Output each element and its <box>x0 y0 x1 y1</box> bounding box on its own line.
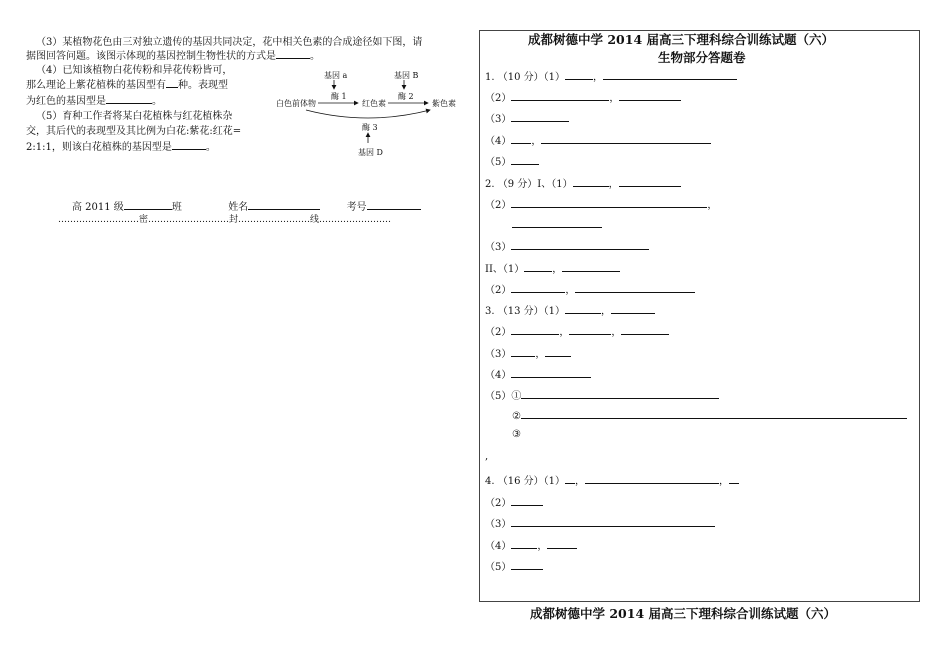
q4-line1: （4）已知该植物白花传粉和异花传粉皆可， <box>36 65 233 76</box>
enzyme3-label: 酶 3 <box>362 123 378 132</box>
answer-blank[interactable] <box>521 408 907 419</box>
name-field[interactable] <box>248 199 320 210</box>
q3-row5c: ③ <box>512 429 521 440</box>
q2-row2: （2） ， <box>485 196 717 211</box>
answer-blank[interactable] <box>511 559 543 570</box>
q3-row5: （5）① <box>485 387 719 402</box>
answer-blank[interactable] <box>521 388 719 399</box>
gene-a-label: 基因 a <box>324 71 348 80</box>
q3-row1: 3. （13 分）（1） ， <box>485 302 655 317</box>
answer-blank[interactable] <box>511 367 591 378</box>
name-label: 姓名 <box>228 202 249 213</box>
q3-row5b: ② <box>512 408 907 422</box>
q3-line1: （3）某植物花色由三对独立遗传的基因共同决定，花中相关色素的合成途径如下图，请 <box>36 37 423 48</box>
q1-row1: 1. （10 分）（1） ， <box>485 68 737 83</box>
enzyme2-label: 酶 2 <box>398 92 414 101</box>
answer-blank[interactable] <box>621 324 669 335</box>
q2-row2b <box>512 217 602 231</box>
seal-line: ………………………密………………………封……………………线…………………… <box>58 215 392 225</box>
q1-row5: （5） <box>485 153 539 168</box>
q2-row1: 2. （9 分）I、（1） ， <box>485 175 681 190</box>
q3-row2: （2） ， ， <box>485 323 669 338</box>
answer-blank[interactable] <box>511 282 565 293</box>
answer-blank[interactable] <box>545 346 571 357</box>
answer-blank[interactable] <box>547 538 577 549</box>
q4-row3: （3） <box>485 515 715 530</box>
enzyme1-label: 酶 1 <box>331 92 347 101</box>
q5-line1: （5）育种工作者将某白花植株与红花植株杂 <box>36 111 233 122</box>
answer-blank[interactable] <box>511 239 649 250</box>
q4-row2: （2） <box>485 494 543 509</box>
q1-row2: （2） ， <box>485 89 681 104</box>
exam-no-label: 考号 <box>346 202 367 213</box>
answer-blank[interactable] <box>729 473 739 484</box>
student-info-row <box>72 198 421 213</box>
q3-line2: 据图回答问题。该图示体现的基因控制生物性状的方式是 。 <box>26 47 320 62</box>
answer-blank[interactable] <box>276 48 310 59</box>
pathway-arrows <box>270 64 470 164</box>
grade-label: 高 2011 级 <box>72 202 124 213</box>
answer-blank[interactable] <box>524 261 552 272</box>
answer-blank[interactable] <box>619 176 681 187</box>
answer-blank[interactable] <box>511 111 569 122</box>
answer-blank[interactable] <box>575 282 695 293</box>
answer-blank[interactable] <box>565 473 575 484</box>
q1-row3: （3） <box>485 110 569 125</box>
stray-comma: , <box>485 451 489 462</box>
q4-row1: 4. （16 分）（1） ， ， <box>485 472 739 487</box>
answer-blank[interactable] <box>511 538 537 549</box>
q4-row4: （4） ， <box>485 537 577 552</box>
q2-ii-row1: II、（1） ， <box>485 260 620 275</box>
white-precursor-label: 白色前体物 <box>276 99 316 108</box>
q3-row4: （4） <box>485 366 591 381</box>
class-field[interactable] <box>124 199 172 210</box>
answer-blank[interactable] <box>619 90 681 101</box>
answer-blank[interactable] <box>511 516 715 527</box>
q4-line2: 那么理论上紫花植株的基因型有 种。表现型 <box>26 76 228 91</box>
gene-b-label: 基因 B <box>394 71 419 80</box>
exam-no-field[interactable] <box>367 199 421 210</box>
answer-blank[interactable] <box>603 69 737 80</box>
footer-title: 成都树德中学 2014 届高三下理科综合训练试题（六） <box>530 606 836 621</box>
answer-blank[interactable] <box>511 197 707 208</box>
answer-blank[interactable] <box>565 303 601 314</box>
q4-line3: 为红色的基因型是 。 <box>26 92 162 107</box>
answer-blank[interactable] <box>541 133 711 144</box>
q5-line3: 2:1:1，则该白花植株的基因型是 。 <box>26 138 216 153</box>
q5-line2: 交，其后代的表现型及其比例为白花:紫花:红花= <box>26 126 242 137</box>
class-label: 班 <box>171 202 182 213</box>
q2-ii-row2: （2） ， <box>485 281 695 296</box>
purple-pigment-label: 紫色素 <box>432 99 456 108</box>
answer-blank[interactable] <box>565 69 593 80</box>
answer-blank[interactable] <box>511 154 539 165</box>
answer-blank[interactable] <box>511 346 535 357</box>
gene-d-label: 基因 D <box>358 148 383 157</box>
answer-blank[interactable] <box>562 261 620 272</box>
answer-blank[interactable] <box>569 324 611 335</box>
answer-blank[interactable] <box>511 324 559 335</box>
answer-blank[interactable] <box>512 217 602 228</box>
q1-row4: （4） ， <box>485 132 711 147</box>
answer-blank[interactable] <box>106 93 152 104</box>
answer-blank[interactable] <box>573 176 609 187</box>
red-pigment-label: 红色素 <box>362 99 386 108</box>
q3-row3: （3） ， <box>485 345 571 360</box>
sheet-subtitle: 生物部分答题卷 <box>658 50 746 65</box>
answer-blank[interactable] <box>511 495 543 506</box>
answer-blank[interactable] <box>611 303 655 314</box>
q4-row5: （5） <box>485 558 543 573</box>
answer-blank[interactable] <box>511 90 609 101</box>
answer-blank[interactable] <box>511 133 531 144</box>
sheet-title: 成都树德中学 2014 届高三下理科综合训练试题（六） <box>528 32 834 47</box>
answer-blank[interactable] <box>585 473 719 484</box>
q2-row3: （3） <box>485 238 649 253</box>
answer-blank[interactable] <box>166 77 178 88</box>
answer-blank[interactable] <box>172 139 206 150</box>
